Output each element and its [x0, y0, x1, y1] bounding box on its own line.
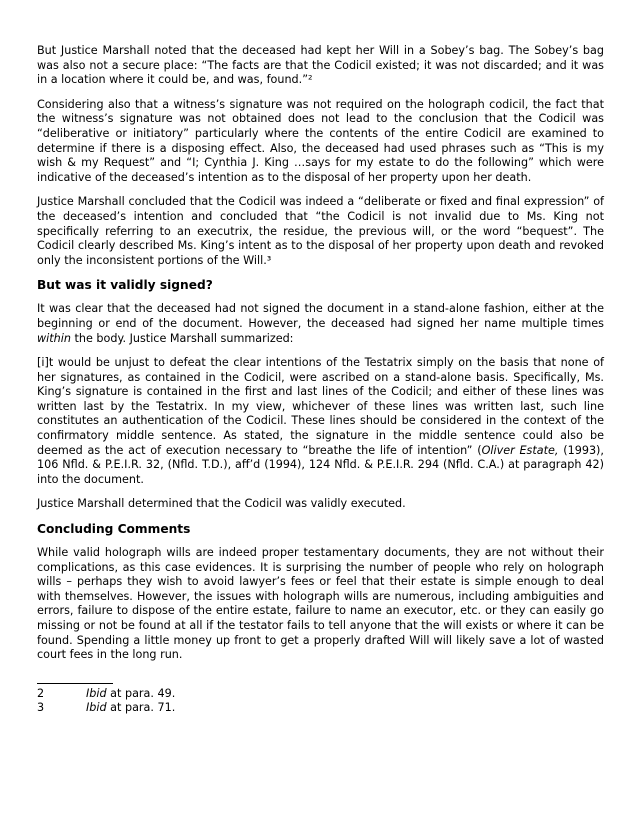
paragraph-sobeys-bag: But Justice Marshall noted that the deceased had kept her Will in a Sobey’s bag. The Sobey’s bag was also not a secure place: “The facts are that the Codicil existed; it was not discarded; and it was in a location where it could be, and was, found.”² — [37, 44, 604, 87]
footnote-number: 2 — [37, 686, 45, 700]
paragraph-codicil-conclusion: Justice Marshall concluded that the Codicil was indeed a “deliberate or fixed and final expression” of the deceased’s intention and concluded that “the Codicil is not invalid due to Ms. King not specifically referring to an executrix, the residue, the previous will, or the word “bequest”. The Codicil clearly described Ms. King’s intent as to the disposal of her property upon death and revoked only the inconsistent portions of the Will.³ — [37, 195, 604, 267]
heading-validly-signed: But was it validly signed? — [37, 278, 213, 293]
footnote-text — [86, 701, 175, 716]
paragraph-witness-signature: Considering also that a witness’s signature was not required on the holograph codicil, the fact that the witness’s signature was not obtained does not lead to the conclusion that the Codicil was “deliberative or initiatory” particularly where the contents of the entire Codicil are examined to determine if there is a disposing effect. Also, the deceased had used phrases such as “This is my wish & my Request” and “I; Cynthia J. King …says for my estate to do the following” which were indicative of the deceased’s intention as to the disposal of her property upon her death. — [37, 97, 604, 184]
footnote-ibid: Ibid — [86, 686, 107, 700]
footnote-rest: at para. 49. — [106, 686, 176, 700]
text-run: [i]t would be unjust to defeat the clear intentions of the Testatrix simply on the basis that none of her signatures, as contained in the Codicil, were ascribed on a stand-alone basis. Specifically, Ms. King’s signature is contained in the first and last lines of the Codicil; and either of these lines was written last by the Testatrix. In my view, whichever of these lines was written last, such line constitutes an authentication of the Codicil. These lines should be considered in the context of the confirmatory middle sentence. As stated, the signature in the middle sentence could also be deemed as the act of execution necessary to “breathe the life of intention” ( — [37, 356, 604, 457]
heading-concluding-comments: Concluding Comments — [37, 522, 191, 537]
footnote-2 — [37, 687, 604, 702]
footnote-number: 3 — [37, 701, 45, 715]
paragraph-validly-executed: Justice Marshall determined that the Codicil was validly executed. — [37, 497, 406, 511]
footnote-text — [86, 687, 175, 702]
case-citation: Oliver Estate, — [481, 443, 559, 457]
text-run: the body. Justice Marshall summarized: — [70, 331, 294, 345]
footnote-ibid: Ibid — [86, 701, 107, 715]
footnote-3 — [37, 701, 604, 716]
paragraph-signature-placement — [37, 302, 604, 346]
footnote-rest: at para. 71. — [106, 701, 176, 715]
emphasis-within: within — [37, 331, 71, 345]
text-run: It was clear that the deceased had not signed the document in a stand-alone fashion, either at the beginning or end of the document. However, the deceased had signed her name multiple times — [37, 302, 604, 330]
paragraph-concluding: While valid holograph wills are indeed proper testamentary documents, they are not without their complications, as this case evidences. It is surprising the number of people who rely on holograph wills – perhaps they wish to avoid lawyer’s fees or feel that their estate is simple enough to deal with themselves. However, the issues with holograph wills are numerous, including ambiguities and errors, failure to dispose of the entire estate, failure to name an executor, etc. or they can easily go missing or not be found at all if the testator fails to tell anyone that the will exists or where it can be found. Spending a little money up front to get a properly drafted Will will likely save a lot of wasted court fees in the long run. — [37, 546, 604, 662]
text-run: (1993), 106 Nfld. & P.E.I.R. 32, (Nfld. T.D.), aff’d (1994), 124 Nfld. & P.E.I.R. 294 (Nfld. C.A.) at paragraph 42) into the document. — [37, 443, 604, 486]
paragraph-quoted-judgment — [37, 356, 604, 487]
document-page — [37, 44, 604, 716]
footnote-divider — [37, 683, 113, 684]
